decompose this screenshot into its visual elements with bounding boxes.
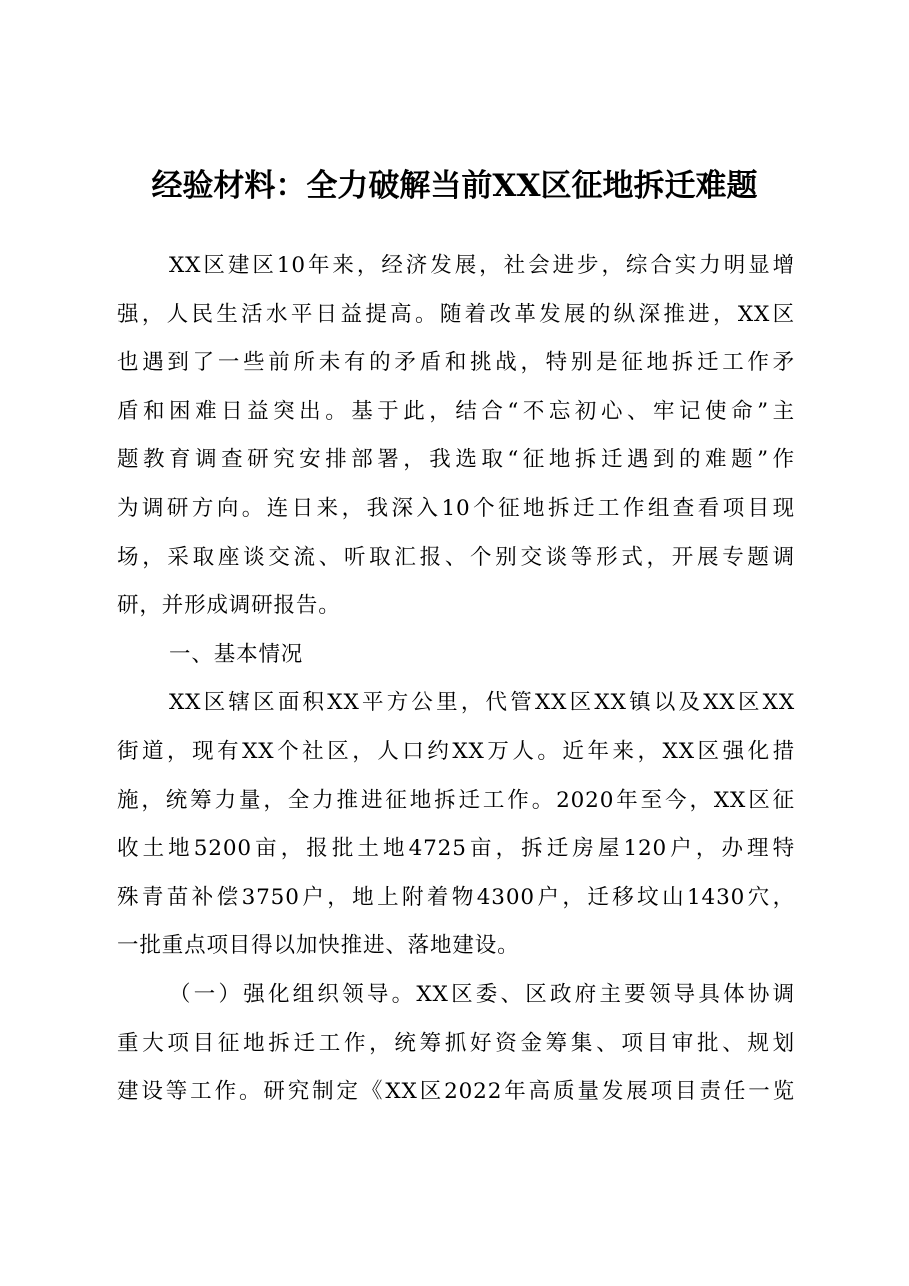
text-line: 强，人民生活水平日益提高。随着改革发展的纵深推进，XX区 [117, 301, 795, 327]
text-line: 研，并形成调研报告。 [117, 593, 341, 619]
text-line: 为调研方向。连日来，我深入10个征地拆迁工作组查看项目现 [117, 495, 795, 521]
text-line: 收土地5200亩，报批土地4725亩，拆迁房屋120户，办理特 [117, 836, 795, 862]
text-line: 建设等工作。研究制定《XX区2022年高质量发展项目责任一览 [117, 1079, 795, 1105]
text-line: XX区辖区面积XX平方公里，代管XX区XX镇以及XX区XX [169, 690, 795, 716]
paragraph-basic-situation [117, 679, 795, 971]
text-line: XX区建区10年来，经济发展，社会进步，综合实力明显增 [169, 253, 795, 278]
text-line: 重大项目征地拆迁工作，统筹抓好资金筹集、项目审批、规划 [117, 1030, 795, 1056]
text-line: 也遇到了一些前所未有的矛盾和挑战，特别是征地拆迁工作矛 [117, 350, 795, 376]
text-line: 场，采取座谈交流、听取汇报、个别交谈等形式，开展专题调 [117, 544, 795, 570]
text-line: 街道，现有XX个社区，人口约XX万人。近年来，XX区强化措 [117, 738, 795, 764]
text-line: 施，统筹力量，全力推进征地拆迁工作。2020年至今，XX区征 [117, 787, 795, 813]
section-heading-text: 一、基本情况 [169, 641, 304, 667]
section-heading [117, 631, 795, 680]
text-line: 盾和困难日益突出。基于此，结合“不忘初心、牢记使命”主 [117, 398, 795, 424]
text-line: 题教育调查研究安排部署，我选取“征地拆迁遇到的难题”作 [117, 447, 795, 473]
text-line: 殊青苗补偿3750户，地上附着物4300户，迁移坟山1430穴， [117, 884, 795, 910]
paragraph-intro [117, 242, 795, 631]
paragraph-strengthen-leadership [117, 971, 795, 1117]
text-line: 一批重点项目得以加快推进、落地建设。 [117, 933, 520, 959]
document-body [117, 242, 795, 1117]
document-title: 经验材料：全力破解当前XX区征地拆迁难题 [151, 168, 758, 204]
text-line: （一）强化组织领导。XX区委、区政府主要领导具体协调 [169, 981, 795, 1007]
